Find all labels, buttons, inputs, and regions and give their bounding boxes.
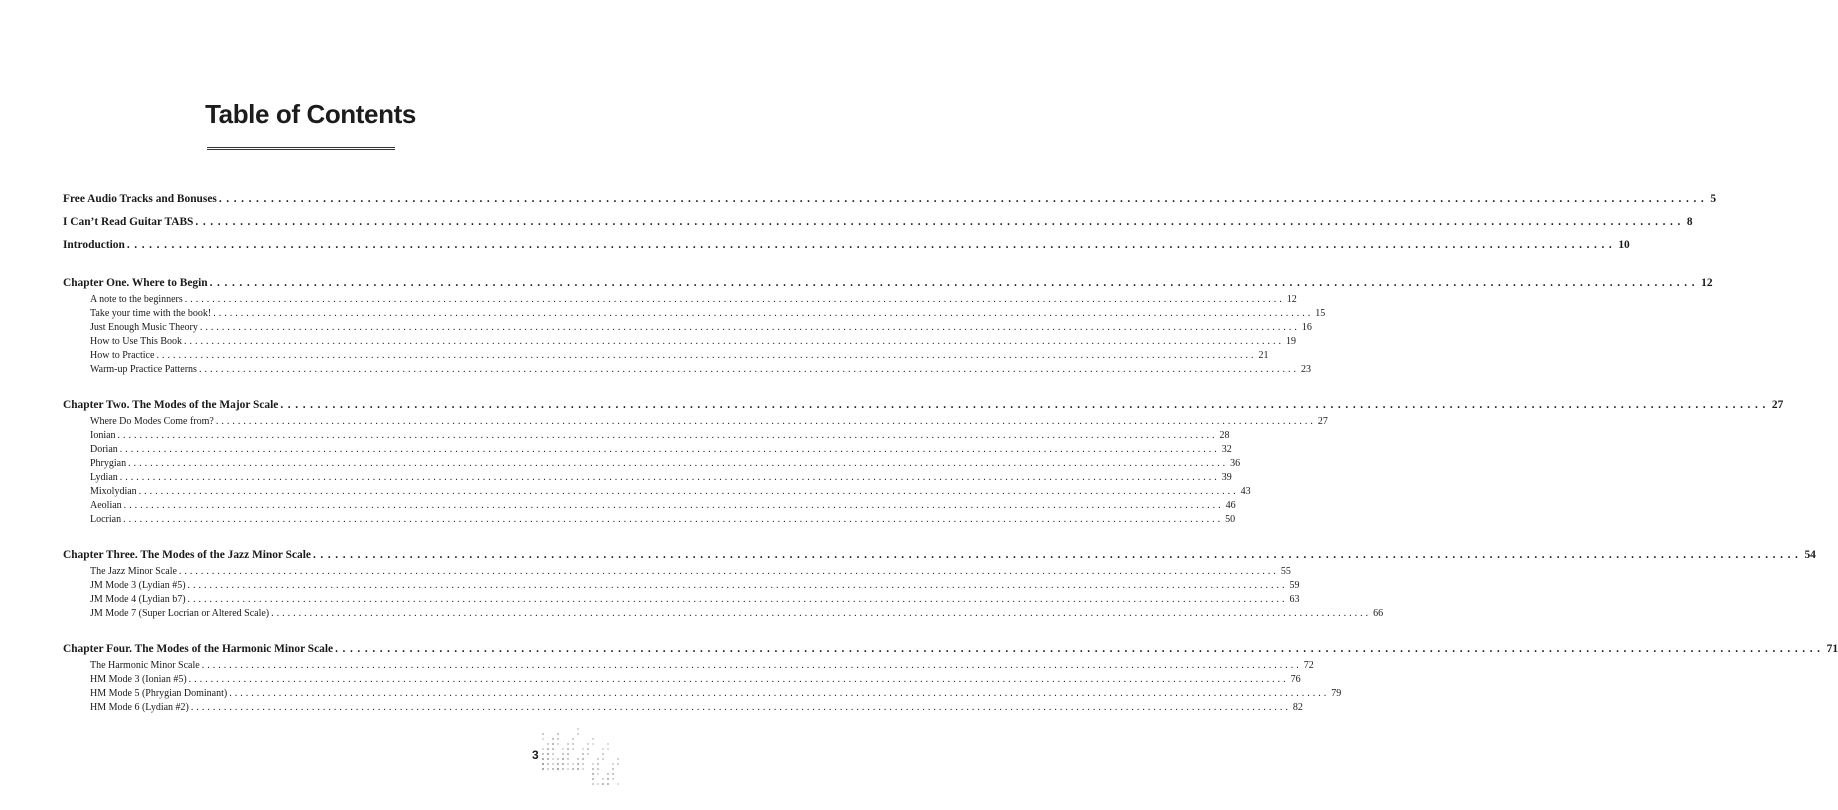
toc-chapter-entry[interactable] bbox=[63, 639, 1838, 659]
section-spacer bbox=[63, 377, 540, 395]
toc-section-entry[interactable] bbox=[63, 415, 1328, 429]
toc-chapter-entry-page: 71 bbox=[1826, 643, 1838, 655]
toc-section-entry[interactable] bbox=[63, 321, 1312, 335]
toc-front-entry-page: 8 bbox=[1686, 216, 1693, 228]
dot-leader: ........................................................................................................................................................................................................ bbox=[119, 444, 1220, 455]
toc-section-entry-page: 28 bbox=[1219, 430, 1230, 441]
toc-front-entry[interactable] bbox=[63, 188, 1717, 211]
toc-section-entry-page: 32 bbox=[1221, 444, 1232, 455]
toc-section-entry-title: JM Mode 7 (Super Locrian or Altered Scale) bbox=[90, 608, 270, 619]
dot-leader: ........................................................................................................................................................................................................ bbox=[188, 674, 1289, 685]
dot-leader: ........................................................................................................................................................................................................ bbox=[187, 580, 1288, 591]
toc-section-entry-title: HM Mode 5 (Phrygian Dominant) bbox=[90, 688, 228, 699]
toc-section-entry-title: HM Mode 3 (Ionian #5) bbox=[90, 674, 187, 685]
toc-chapter-entry[interactable] bbox=[63, 545, 1816, 565]
toc-section-entry-title: Mixolydian bbox=[90, 486, 137, 497]
toc-front-entry-title: Introduction bbox=[63, 239, 125, 251]
toc-section-entry-title: Aeolian bbox=[90, 500, 122, 511]
toc-section-entry-title: The Jazz Minor Scale bbox=[90, 566, 177, 577]
toc-section-entry-page: 21 bbox=[1258, 350, 1269, 361]
toc-front-entry-title: I Can’t Read Guitar TABS bbox=[63, 216, 194, 228]
dot-leader: ........................................................................................................................................................................................................ bbox=[209, 277, 1700, 289]
title-divider bbox=[207, 147, 395, 150]
toc-section-entry-page: 19 bbox=[1286, 336, 1297, 347]
section-spacer bbox=[63, 621, 540, 639]
toc-section-entry-title: Where Do Modes Come from? bbox=[90, 416, 214, 427]
toc-section-entry-page: 50 bbox=[1225, 514, 1236, 525]
toc-chapter-entry[interactable] bbox=[63, 395, 1784, 415]
toc-section-entry[interactable] bbox=[63, 429, 1230, 443]
toc-front-entry-title: Free Audio Tracks and Bonuses bbox=[63, 193, 217, 205]
dot-leader: ........................................................................................................................................................................................................ bbox=[201, 660, 1302, 671]
toc-section-entry[interactable] bbox=[63, 443, 1232, 457]
toc-section-entry-page: 66 bbox=[1373, 608, 1384, 619]
toc-front-entry-page: 5 bbox=[1710, 193, 1717, 205]
toc-chapter-entry-title: Chapter Four. The Modes of the Harmonic Minor Scale bbox=[63, 643, 334, 655]
dot-leader: ........................................................................................................................................................................................................ bbox=[213, 308, 1314, 319]
toc-section-entry[interactable] bbox=[63, 485, 1251, 499]
toc-section-entry-title: Ionian bbox=[90, 430, 116, 441]
dot-leader: ........................................................................................................................................................................................................ bbox=[178, 566, 1279, 577]
toc-section-entry-page: 79 bbox=[1331, 688, 1342, 699]
toc-section-entry[interactable] bbox=[63, 673, 1301, 687]
dot-leader: ........................................................................................................................................................................................................ bbox=[123, 514, 1224, 525]
toc-section-entry-title: How to Use This Book bbox=[90, 336, 183, 347]
toc-section-entry[interactable] bbox=[63, 579, 1300, 593]
dot-leader: ........................................................................................................................................................................................................ bbox=[312, 549, 1803, 561]
dot-leader: ........................................................................................................................................................................................................ bbox=[335, 643, 1825, 655]
page-number: 3 bbox=[532, 748, 539, 762]
toc-section-entry[interactable] bbox=[63, 363, 1311, 377]
toc-section-entry-title: Phrygian bbox=[90, 458, 127, 469]
dot-leader: ........................................................................................................................................................................................................ bbox=[184, 294, 1285, 305]
toc-front-entry[interactable] bbox=[63, 211, 1693, 234]
toc-chapter-entry-title: Chapter Three. The Modes of the Jazz Minor Scale bbox=[63, 549, 311, 561]
toc-section-entry-page: 82 bbox=[1292, 702, 1303, 713]
toc-section-entry-page: 23 bbox=[1300, 364, 1311, 375]
toc-section-entry[interactable] bbox=[63, 565, 1291, 579]
dot-leader: ........................................................................................................................................................................................................ bbox=[128, 458, 1229, 469]
dot-leader: ........................................................................................................................................................................................................ bbox=[123, 500, 1224, 511]
toc-section-entry-title: Dorian bbox=[90, 444, 118, 455]
toc-section-entry-page: 27 bbox=[1317, 416, 1328, 427]
toc-section-entry[interactable] bbox=[63, 659, 1314, 673]
toc-section-entry[interactable] bbox=[63, 687, 1342, 701]
toc-section-entry-page: 39 bbox=[1221, 472, 1232, 483]
dot-leader: ........................................................................................................................................................................................................ bbox=[138, 486, 1239, 497]
toc-section-entry-page: 36 bbox=[1230, 458, 1241, 469]
toc-section-entry[interactable] bbox=[63, 593, 1300, 607]
toc-chapter-entry-page: 27 bbox=[1771, 399, 1784, 411]
toc-section-entry[interactable] bbox=[63, 307, 1326, 321]
toc-section-entry-title: Locrian bbox=[90, 514, 122, 525]
table-of-contents bbox=[63, 188, 1838, 715]
toc-chapter-entry-page: 12 bbox=[1701, 277, 1713, 289]
dot-leader: ........................................................................................................................................................................................................ bbox=[198, 364, 1299, 375]
toc-section-entry-title: JM Mode 3 (Lydian #5) bbox=[90, 580, 186, 591]
dot-leader: ........................................................................................................................................................................................................ bbox=[156, 350, 1257, 361]
toc-section-entry-page: 46 bbox=[1225, 500, 1236, 511]
toc-front-entry[interactable] bbox=[63, 234, 1630, 257]
dot-leader: ........................................................................................................................................................................................................ bbox=[271, 608, 1372, 619]
toc-section-entry[interactable] bbox=[63, 513, 1236, 527]
toc-section-entry-title: Just Enough Music Theory bbox=[90, 322, 198, 333]
toc-section-entry-title: Warm-up Practice Patterns bbox=[90, 364, 197, 375]
toc-section-entry-page: 72 bbox=[1303, 660, 1314, 671]
toc-section-entry-page: 43 bbox=[1240, 486, 1251, 497]
decorative-dot-pattern bbox=[540, 716, 621, 788]
toc-section-entry[interactable] bbox=[63, 457, 1241, 471]
dot-leader: ........................................................................................................................................................................................................ bbox=[126, 239, 1617, 251]
section-spacer bbox=[63, 257, 540, 273]
toc-chapter-entry[interactable] bbox=[63, 273, 1713, 293]
toc-section-entry-page: 15 bbox=[1315, 308, 1326, 319]
section-spacer bbox=[63, 527, 540, 545]
toc-section-entry[interactable] bbox=[63, 293, 1297, 307]
toc-section-entry[interactable] bbox=[63, 701, 1303, 715]
toc-section-entry-page: 12 bbox=[1286, 294, 1297, 305]
dot-leader: ........................................................................................................................................................................................................ bbox=[280, 399, 1770, 411]
toc-section-entry[interactable] bbox=[63, 471, 1232, 485]
page-title: Table of Contents bbox=[205, 99, 416, 129]
toc-front-entry-page: 10 bbox=[1618, 239, 1630, 251]
toc-section-entry-page: 55 bbox=[1280, 566, 1291, 577]
toc-chapter-entry-page: 54 bbox=[1804, 549, 1816, 561]
dot-leader: ........................................................................................................................................................................................................ bbox=[117, 430, 1218, 441]
dot-leader: ........................................................................................................................................................................................................ bbox=[187, 594, 1288, 605]
toc-section-entry[interactable] bbox=[63, 335, 1297, 349]
dot-leader: ........................................................................................................................................................................................................ bbox=[195, 216, 1685, 228]
toc-section-entry-title: Lydian bbox=[90, 472, 118, 483]
toc-chapter-entry-title: Chapter One. Where to Begin bbox=[63, 277, 208, 289]
toc-section-entry-title: A note to the beginners bbox=[90, 294, 183, 305]
toc-section-entry-page: 59 bbox=[1289, 580, 1300, 591]
toc-section-entry-title: HM Mode 6 (Lydian #2) bbox=[90, 702, 189, 713]
toc-section-entry-title: The Harmonic Minor Scale bbox=[90, 660, 200, 671]
dot-leader: ........................................................................................................................................................................................................ bbox=[199, 322, 1300, 333]
toc-section-entry-title: How to Practice bbox=[90, 350, 155, 361]
dot-leader: ........................................................................................................................................................................................................ bbox=[119, 472, 1220, 483]
toc-section-entry[interactable] bbox=[63, 607, 1384, 621]
dot-leader: ........................................................................................................................................................................................................ bbox=[184, 336, 1285, 347]
toc-section-entry[interactable] bbox=[63, 499, 1236, 513]
dot-leader: ........................................................................................................................................................................................................ bbox=[218, 193, 1709, 205]
toc-section-entry-page: 76 bbox=[1290, 674, 1301, 685]
toc-section-entry-title: JM Mode 4 (Lydian b7) bbox=[90, 594, 186, 605]
toc-chapter-entry-title: Chapter Two. The Modes of the Major Scale bbox=[63, 399, 279, 411]
toc-section-entry-page: 16 bbox=[1301, 322, 1312, 333]
dot-leader: ........................................................................................................................................................................................................ bbox=[190, 702, 1291, 713]
toc-section-entry[interactable] bbox=[63, 349, 1269, 363]
dot-leader: ........................................................................................................................................................................................................ bbox=[229, 688, 1330, 699]
toc-section-entry-page: 63 bbox=[1289, 594, 1300, 605]
dot-leader: ........................................................................................................................................................................................................ bbox=[215, 416, 1316, 427]
toc-section-entry-title: Take your time with the book! bbox=[90, 308, 212, 319]
